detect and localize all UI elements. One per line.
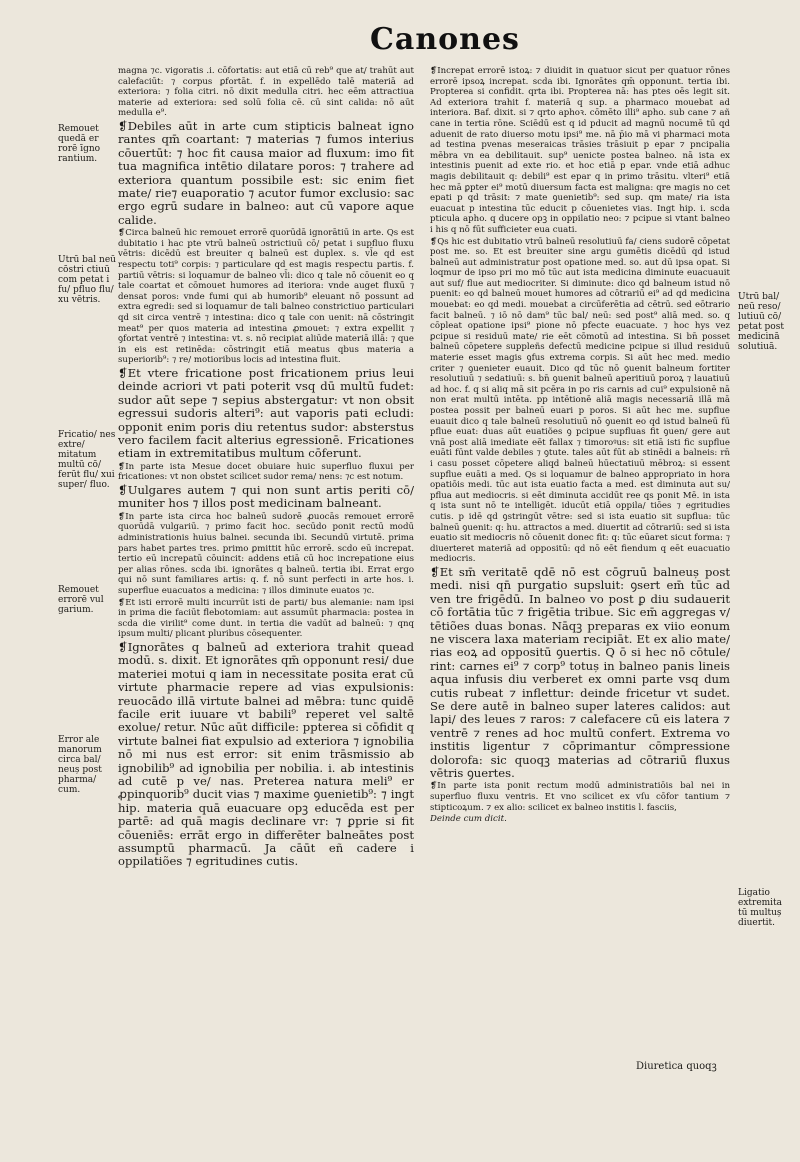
paragraph: ❡ Ignorātes q balneū ad exteriora trahit quead modū. s. dixit. Et ignorātes qm̄ opponunt resi/ due materiei motui q iam in necessitate posita erat cū virtute pharmacie repere ad vias expulsionis: reuocādo illā virtute balnei ad mēbra: tunc quidē facile erit iuuare vt babili⁹ reperet vel saltē exolue/ retur. Nūc aūt difficile: ppterea si cōfidit q virtute balnei fiat expulsio ad exteriora ⁊ ignobilia nō mi nus est error: sit enim trāsmissio ab ignobilib⁹ ad ignobilia per nobilia. i. ab intestinis ad cutē p ve/ nas. Preterea natura meli⁹ er ꝓpinquorib⁹ ducit vias ⁊ maxime ꝯuenietib⁹: ⁊ ingt hip. materia quā euacuare opꝫ educēda est per partē: ad quā magis declinare vr: ⁊ ꝑprie si fit cōueniēs: errāt ergo in differēter balneātes post assumptū pharmacū. Ja cāūt eñ cadere i oppilatiões ⁊ egritudines cutis. [118, 641, 414, 869]
left-text-column [118, 66, 414, 1066]
margin-note-right-1: Utrū bal/ neū reso/ lutiuū cō/ petat post medicinā solutiuā. [738, 292, 784, 352]
paragraph: ❡ In parte ista Mesue docet obuiare huic superfluo fluxui per fricationes: vt non obstet scilicet sudor rema/ nens: ⁊c est notum. [118, 462, 414, 483]
paragraph: ❡ In parte ista circa hoc balneū sudorē ꝓuocās remouet errorē quorūdā vulgariū. ⁊ primo facit hoc. secūdo ponit rectū modū administrationis huius balnei. secunda ibi. Secundū virtutē. prima pars habet partes tres. primo ꝑmittit hūc errorē. scdo eū increpat. tertio eū increpatū cōuincit: addens etiā cū hoc increpatione eius per alias rōnes. scda ibi. ignorātes q balneū. tertia ibi. Errat ergo qui nō sunt familiares artis: q. f. nō sunt perfecti in arte hos. i. superflue euacuatos a medicina: ⁊ illos diminute euatos ⁊c. [118, 512, 414, 597]
paragraph: ❡ Et vtere fricatione post fricationem prius leui deinde acriori vt pati poterit vsq dū multū fudet: sudor aūt sepe ⁊ sepius abstergatur: vt non obsit egressui sudoris alteri⁹: aut vaporis pati ecludi: opponit enim poris diu retentus sudor: absterstus vero facilem facit alterius egressionē. Fricationes etiam in extremitatibus multum cōferunt. [118, 367, 414, 461]
margin-note-left-5: Error ale manorum circa bal/ neuș post pharma/ cum. [58, 735, 102, 795]
margin-note-right-2: Ligatio extremita tū multuș diuertit. [738, 888, 783, 928]
right-text-column [430, 66, 730, 1086]
paragraph: magna ⁊c. vigoratis .i. cōfortatis: aut etiā cū reb⁹ que at/ trahūt aut calefaciūt: ⁊ corpus ꝑfortāt. f. in expellēdo talē materiā ad exteriora: ⁊ folia citri. nō dixit medulla citri. hec eēm attractiua materie ad exteriora: sed solū folia cē. cū sint calida: nō aūt medulla e⁹. [118, 66, 414, 119]
margin-note-left-1: Remouet quedā er rorē īgno rantium. [58, 124, 101, 164]
margin-note-left-2: Utrū bal neū cōstri ctiuū com petat i fu/ pfluo flu/ xu vētris. [58, 255, 116, 305]
paragraph: ❡ Et sm̄ veritatē qdē nō est cōgruū balneuș post medi. nisi qn̄ purgatio supsluit: ꝯsert em̄ tūc ad ven tre frigēdū. In balneo vo post ꝑ diu sudauerit cō fortātia tūc ⁊ frigētia tribue. Sic em̄ aggregas v/ tētiões duas bonas. Nāqꝫ preparas ex viio eonum ne viscera laxa materiam recipiāt. Et ex alio mate/ rias eoꝝ ad oppositū ꝯuertis. Q ō si hec nō cōtule/ rint: carnes ei⁹ ⁊ corp⁹ totuș in balneo panis lineis aqua infusis diu verberet ex omni parte vsq dum cutis rubeat ⁊ inflettur: deinde fricetur vt sudet. Se dere autē in balneo super lateres calidos: aut lapi/ des leues ⁊ raros: ⁊ calefacere cū eis latera ⁊ ventrē ⁊ renes ad hoc multū confert. Extrema vo institis ligentur ⁊ cōprimantur cōmpressione dolorofa: sic quoqꝫ materias ad cōtrariū fluxus vētris ꝯuertes. [430, 566, 730, 781]
margin-note-left-3: Fricatio/ nes extre/ mitatum multū cō/ ferūt flu/ xui super/ fluo. [58, 430, 116, 490]
paragraph: ❡ In parte ista ponit rectum modū administratiōis bal nei in superfluo fluxu ventris. Et vno scilicet ex vſu cōfor tantium ⁊ stipticoꝝum. ⁊ ex alio: scilicet ex balneo institis l. fasciis, [430, 781, 730, 813]
paragraph: ❡ Increpat errorē istoꝝ: ⁊ diuidit in quatuor sicut per quatuor rōnes errorē ipsoꝝ increpat. scda ibi. Ignorātes qm̄ opponunt. tertia ibi. Propterea si confidit. qrta ibi. Propterea nā: has ptes oēs legit sit. Ad exteriora trahit f. materiā q sup. a pharmaco mouebat ad interiora. Baf. dixit. si ⁊ qrto aphoꝛ. cōmēto illi⁹ apho. sub cane ⁊ añ cane in tertia rōne. Sciēdū est q id pducit ad magnū nocumē tū qd aduenit de rato diuerso motu ipsi⁹ me. nā p̄io mā vi pharmaci mota ad testina pvenas meseraicas trāsies trāsiuit p epar ⁊ pncipalia mēbra vn ea debilitauit. sup⁹ uenicte postea balneo. nā ista ex intestinis puenit ad exte rio. et hoc etiā p epar. vnde etiā adhuc magis debilitauit q: debili⁹ est epar q in primo trāsitu. vlteri⁹ etiā hec mā ꝑpter ei⁹ motū diuersum facta est maligna: qre magis no cet epati p qd trāsit: ⁊ mate ꝯuenietib⁹: sed sup. qm mate/ ria ista euacuat p intestina tūc educit p cōuenietes vias. Ingt hip. i. scda pticula apho. q ducere opꝫ in oppilatio neo: ⁊ pcipue si vtant balneo i his q nō fūt sufficieter eua cuati. [430, 66, 730, 236]
catchword: Diuretica quoqꝫ [636, 1061, 717, 1072]
paragraph: ❡ Et isti errorē multi incurrūt isti de parti/ bus alemanie: nam ipsi in prima die faciūt flebotomiam: aut assumūt pharmacia: postea in scda die virilit⁹ come dunt. in tertia die vadūt ad balneū: ⁊ qnq ipsum multi/ plicant pluribus cōsequenter. [118, 598, 414, 640]
paragraph: ❡ Uulgares autem ⁊ qui non sunt artis periti cō/ muniter hos ⁊ illos post medicinam balneant. [118, 484, 414, 511]
margin-note-left-4: Remouet errorē vul garium. [58, 585, 104, 615]
page-title: Canones [370, 22, 520, 57]
paragraph: ❡ Debiles aūt in arte cum stipticis balneat igno rantes qm̄ coartant: ⁊ materias ⁊ fumos interius cōuertūt: ⁊ hoc fit causa maior ad fluxum: imo fit tua magnifica intētio dilatare poros: ⁊ trahere ad exteriora quantum possibile est: sic enim fiet mate/ rie⁊ euaporatio ⁊ acutor fumor exclusio: sac ergo egrū sudare in balneo: aut cū vapore aque calide. [118, 120, 414, 227]
section-marker: Deinde cum dicit. [430, 814, 507, 825]
paragraph: ❡ Qs hic est dubitatio vtrū balneū resolutiuū fa/ ciens sudorē cōpetat post me. so. Et est breuiter sine argu gumētis dicēdū qd istud balneū aut administratur post opatione med. so. aut dū ipsa opat. Si loqmur de ipso pri mo mō tūc aut ista medicina diminute euacuauit aut suf/ flue aut mediocriter. Si diminute: dico qd balneum istud nō puenit: eo qd balneū mouet humores ad cōtrariū ei⁹ ad qd medicina mouebat: eo qd medi. mouebat a circūferētia ad cētrū. sed eōtrario facit balneū. ⁊ iō nō dam⁹ tūc bal/ neū: sed post⁹ aliā med. so. q cōpleat opatione ipsi⁹ pione nō pfecte euacuate. ⁊ hoc hys vez ꝑcipue si residuū mate/ rie eēt cōmotū ad intestina. Si bn̄ posset balneū cōpetere suppleñs defectū medicine pcipue si illud residuū materie esset magis ꝯfus extrema corpis. Si aūt hec med. medio criter ⁊ ꝯuenieter euauit. Dico qd tūc nō ꝯuenit balneum fortiter resolutiuū ⁊ sedatiuū: s. bn̄ ꝯuenit balneū aperitiuū poroꝝ ⁊ lauatiuū ad hoc. f. q si aliq mā sit pcēra in po ris carnis ad cui⁹ expulsionē nā non erat multū intēta. pp intētionē aliā magis necessariā illā mā postea possit per balneū euari p poros. Si aūt hec me. supflue euauit dico q tale balneū resolutiuū nō ꝯuenit eo qd istud balneū fū pflue euat: duas aūt euatiões ꝯ pcipue supfluas fit ꝯuen/ gere aut vnā post aliā imediate eēt fallax ⁊ timoroꝰus: sit etiā isti fic supflue euāti fūnt valde debiles ⁊ ꝯtute. tales aūt fūt ab stinēdi a balneis: rn̄ i casu posset cōpetere aliqd balneū hūectatiuū mēbroꝝ: si essent supflue euāti a med. Qs si loquamur de balneo appropriato in hora opatiōis medi. tūc aut ista euatio facta a med. est diminuta aut su/ pflua aut mediocris. si eēt diminuta accidūt ree qs ponit Mē. in ista q ista sunt nō te intelligēt. iducūt etiā oppila/ tiōes ⁊ egritudies cutis. p idē qd ꝯstringūt vētre: sed si ista euatio sit supflua: tūc balneū ꝯuenit: q: hu. attractos a med. diuertit ad cōtrariū: sed si ista euatio sit mediocris nō cōuenit donec fit: q: tūc eūaret sicut forma: ⁊ diuerteret materiā ad oppositū: qd nō eēt fiendum q eēt euacuatio mediocris. [430, 237, 730, 565]
paragraph: ❡ Circa balneū hic remouet errorē quorūdā ignorātiū in arte. Qs est dubitatio i hac pte vtrū balneū ɔstrictiuū cō/ petat i supfluo fluxu vētris: dicēdū est breuiter q balneū est duplex. s. vl̄e qd est respectu toti⁹ corpis: ⁊ particulare qd est magis respectu partis. f. partiū vētris: si loquamur de balneo vl̄i: dico q tale nō cōuenit eo q tale coartat et cōmouet humores ad iteriora: vnde auget fluxū ⁊ densat poros: vnde fumi qui ab humorib⁹ eleuant nō possunt ad extra egredi: sed si loquamur de tali balneo constrictiuo particulari qd sit circa ventrē ⁊ intestina: dico q tale con uenit: nā cōstringit meat⁹ per quos materia ad intestina ꝓmouet: ⁊ extra expellit ⁊ ꝯfortat ventrē ⁊ intestina: vt. s. nō recipiat aliūde materiā illā: ⁊ que in eis est retinēda: cōstringit etiā meatus qbus materia a superiorib⁹: ⁊ re/ motioribus locis ad intestina fluit. [118, 228, 414, 366]
